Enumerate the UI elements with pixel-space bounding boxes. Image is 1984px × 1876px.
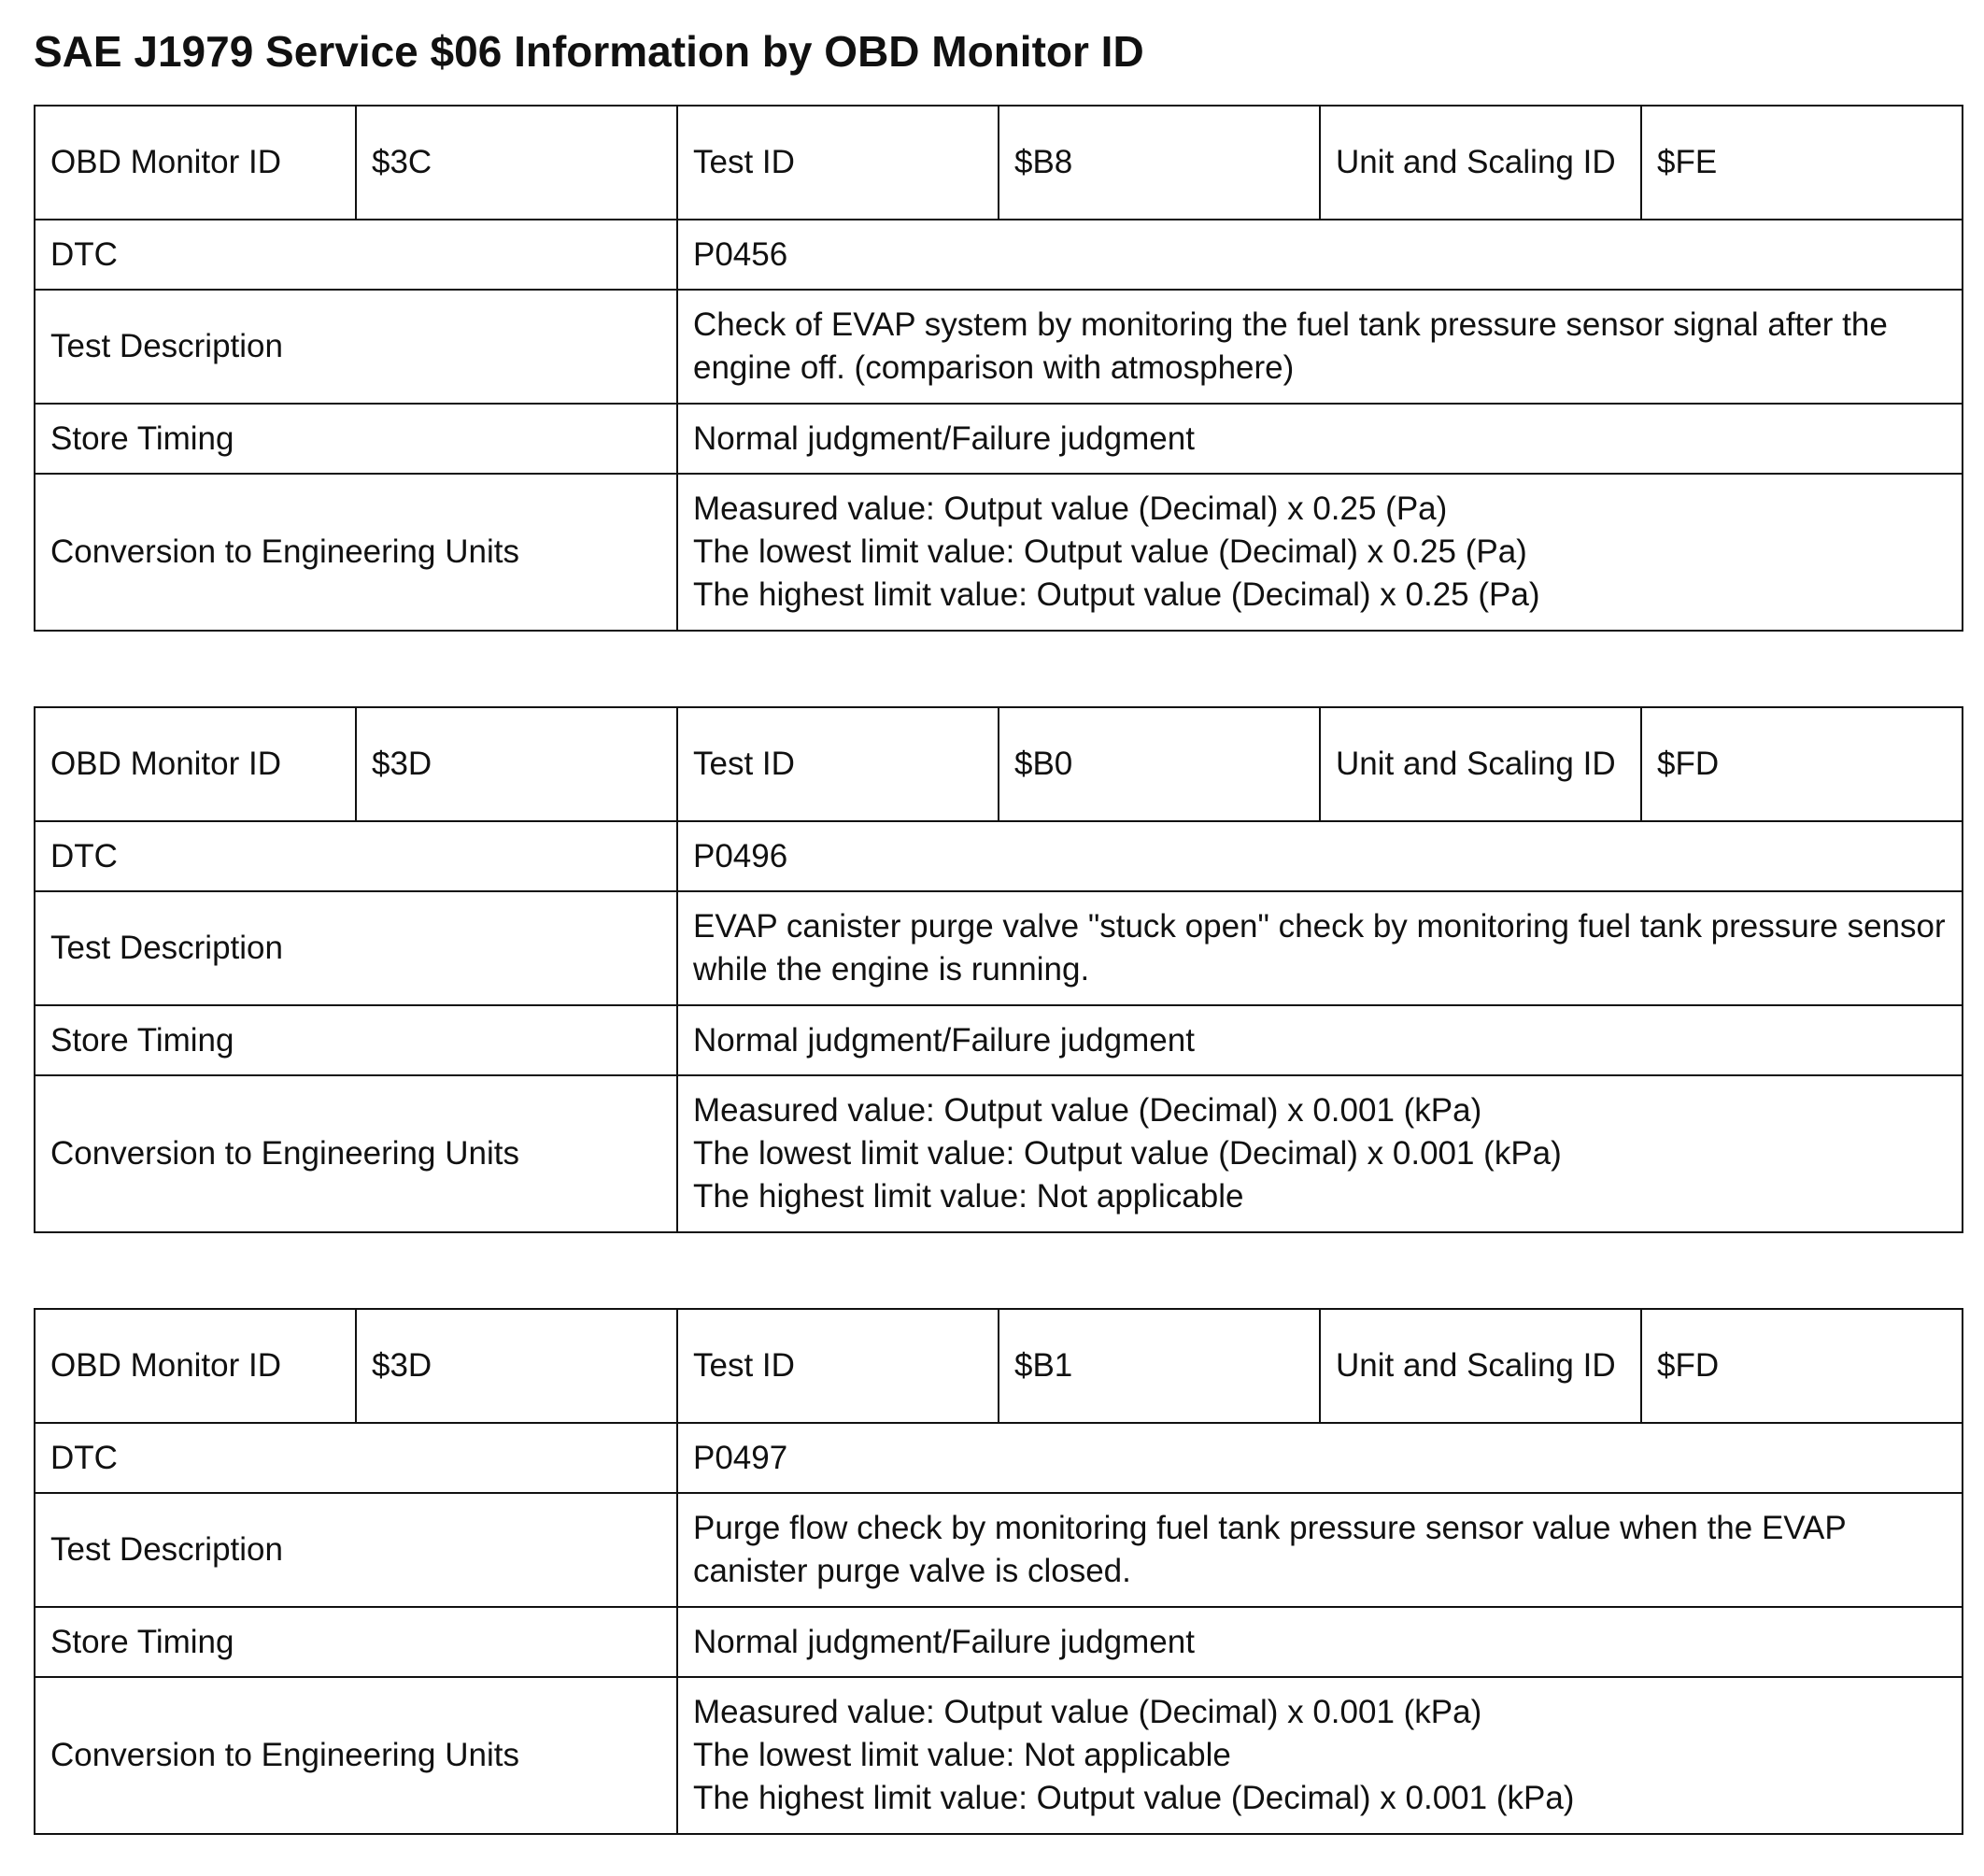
test-description-label: Test Description — [35, 1493, 677, 1607]
highest-limit-line: The highest limit value: Not applicable — [693, 1178, 1244, 1215]
id-row — [35, 707, 1963, 821]
test-id-value: $B1 — [999, 1309, 1320, 1423]
obd-monitor-id-label: OBD Monitor ID — [35, 1309, 356, 1423]
test-id-value: $B0 — [999, 707, 1320, 821]
obd-monitor-id-label: OBD Monitor ID — [35, 707, 356, 821]
id-row — [35, 106, 1963, 220]
store-timing-value: Normal judgment/Failure judgment — [677, 1005, 1963, 1075]
test-description-label: Test Description — [35, 891, 677, 1005]
store-timing-label: Store Timing — [35, 1607, 677, 1677]
id-row — [35, 1309, 1963, 1423]
store-timing-label: Store Timing — [35, 1005, 677, 1075]
store-timing-row — [35, 1607, 1963, 1677]
test-description-value: Purge flow check by monitoring fuel tank pressure sensor value when the EVAP canister purge valve is closed. — [677, 1493, 1963, 1607]
conversion-row — [35, 474, 1963, 631]
conversion-value — [677, 1677, 1963, 1834]
dtc-row — [35, 220, 1963, 290]
conversion-label: Conversion to Engineering Units — [35, 1075, 677, 1232]
store-timing-row — [35, 1005, 1963, 1075]
unit-scaling-id-value: $FD — [1641, 1309, 1963, 1423]
obd-monitor-id-label: OBD Monitor ID — [35, 106, 356, 220]
measured-value-line: Measured value: Output value (Decimal) x 0.001 (kPa) — [693, 1092, 1482, 1129]
conversion-row — [35, 1677, 1963, 1834]
store-timing-value: Normal judgment/Failure judgment — [677, 1607, 1963, 1677]
store-timing-row — [35, 404, 1963, 474]
dtc-label: DTC — [35, 220, 677, 290]
monitor-table — [34, 105, 1963, 632]
unit-scaling-id-value: $FE — [1641, 106, 1963, 220]
dtc-value: P0456 — [677, 220, 1963, 290]
test-description-row — [35, 891, 1963, 1005]
test-description-label: Test Description — [35, 290, 677, 404]
test-description-value: Check of EVAP system by monitoring the fuel tank pressure sensor signal after the engine off. (comparison with atmosphere) — [677, 290, 1963, 404]
conversion-label: Conversion to Engineering Units — [35, 474, 677, 631]
lowest-limit-line: The lowest limit value: Output value (Decimal) x 0.25 (Pa) — [693, 533, 1527, 570]
store-timing-value: Normal judgment/Failure judgment — [677, 404, 1963, 474]
dtc-value: P0496 — [677, 821, 1963, 891]
test-description-row — [35, 290, 1963, 404]
dtc-value: P0497 — [677, 1423, 1963, 1493]
measured-value-line: Measured value: Output value (Decimal) x 0.25 (Pa) — [693, 490, 1448, 527]
conversion-value — [677, 1075, 1963, 1232]
monitor-table — [34, 1308, 1963, 1835]
dtc-label: DTC — [35, 1423, 677, 1493]
test-id-value: $B8 — [999, 106, 1320, 220]
dtc-row — [35, 821, 1963, 891]
unit-scaling-id-label: Unit and Scaling ID — [1320, 1309, 1641, 1423]
highest-limit-line: The highest limit value: Output value (Decimal) x 0.001 (kPa) — [693, 1780, 1575, 1816]
test-id-label: Test ID — [677, 1309, 999, 1423]
conversion-label: Conversion to Engineering Units — [35, 1677, 677, 1834]
dtc-row — [35, 1423, 1963, 1493]
dtc-label: DTC — [35, 821, 677, 891]
highest-limit-line: The highest limit value: Output value (Decimal) x 0.25 (Pa) — [693, 576, 1540, 613]
obd-monitor-id-value: $3C — [356, 106, 677, 220]
lowest-limit-line: The lowest limit value: Output value (Decimal) x 0.001 (kPa) — [693, 1135, 1562, 1172]
conversion-value — [677, 474, 1963, 631]
test-description-value: EVAP canister purge valve "stuck open" check by monitoring fuel tank pressure sensor while the engine is running. — [677, 891, 1963, 1005]
obd-monitor-id-value: $3D — [356, 707, 677, 821]
measured-value-line: Measured value: Output value (Decimal) x 0.001 (kPa) — [693, 1694, 1482, 1730]
conversion-row — [35, 1075, 1963, 1232]
obd-monitor-id-value: $3D — [356, 1309, 677, 1423]
unit-scaling-id-label: Unit and Scaling ID — [1320, 707, 1641, 821]
store-timing-label: Store Timing — [35, 404, 677, 474]
unit-scaling-id-label: Unit and Scaling ID — [1320, 106, 1641, 220]
monitor-table — [34, 706, 1963, 1233]
page-title: SAE J1979 Service $06 Information by OBD Monitor ID — [34, 27, 1144, 76]
test-id-label: Test ID — [677, 106, 999, 220]
test-id-label: Test ID — [677, 707, 999, 821]
lowest-limit-line: The lowest limit value: Not applicable — [693, 1737, 1231, 1773]
test-description-row — [35, 1493, 1963, 1607]
unit-scaling-id-value: $FD — [1641, 707, 1963, 821]
